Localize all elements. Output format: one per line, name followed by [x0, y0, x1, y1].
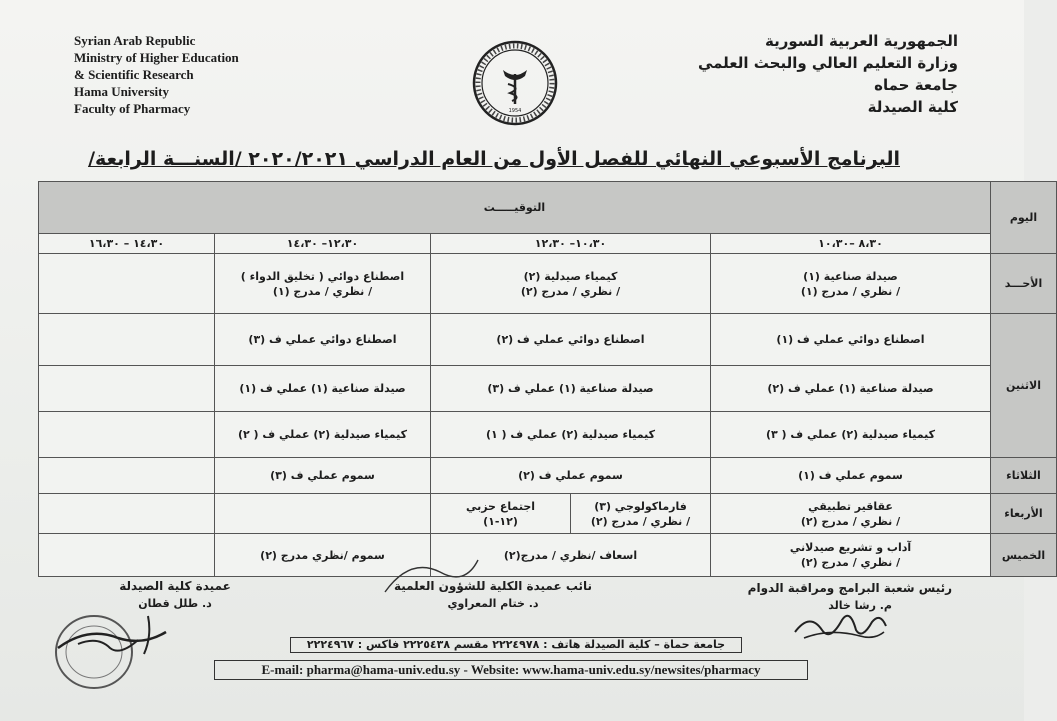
- arabic-header: [678, 30, 958, 118]
- day-thursday: الخميس: [991, 534, 1057, 577]
- schedule-cell: اسعاف /نظري / مدرج(٢): [431, 534, 711, 577]
- signature-name: د. ختام المعراوي: [447, 597, 539, 610]
- day-monday: الاثنين: [991, 314, 1057, 458]
- signature-scribble-icon: [790, 602, 890, 646]
- header-ar-line: وزارة التعليم العالي والبحث العلمي: [697, 54, 958, 72]
- course-name: صيدلة صناعية (١): [803, 269, 898, 283]
- course-name: اصطناع دوائي ( تخليق الدواء ): [240, 269, 405, 283]
- split-subcell: [571, 494, 710, 533]
- header-ar-line: جامعة حماه: [874, 76, 958, 94]
- schedule-cell: [215, 254, 431, 314]
- course-name: آداب و تشريع صيدلاني: [789, 541, 912, 554]
- schedule-cell: سموم عملي ف (٢): [431, 458, 711, 494]
- schedule-cell: اصطناع دوائي عملي ف (١): [711, 314, 991, 366]
- course-location: / نظري / مدرج (٢): [800, 514, 901, 528]
- english-header: [74, 32, 304, 117]
- signature-title: رئيس شعبة البرامج ومراقبة الدوام: [747, 581, 952, 595]
- course-name: فارماكولوجي (٣): [594, 499, 687, 513]
- signature-scribble-icon: [380, 552, 480, 602]
- schedule-cell: صيدلة صناعية (١) عملي ف (٢): [711, 366, 991, 412]
- signature-name: م. رشا خالد: [828, 599, 892, 612]
- timing-header: التوقيـــــت: [39, 182, 991, 234]
- schedule-cell-empty: [39, 534, 215, 577]
- time-slot-header: ١٤،٣٠ – ١٦،٣٠: [39, 234, 215, 254]
- schedule-cell: [711, 534, 991, 577]
- schedule-cell: سموم /نظري مدرج (٢): [215, 534, 431, 577]
- schedule-cell: كيمياء صيدلية (٢) عملي ف ( ٣): [711, 412, 991, 458]
- schedule-cell: سموم عملي ف (٣): [215, 458, 431, 494]
- schedule-cell-empty: [39, 314, 215, 366]
- time-slot-header: ١٠،٣٠– ١٢،٣٠: [431, 234, 711, 254]
- document-title: البرنامج الأسبوعي النهائي للفصل الأول من العام الدراسي ٢٠٢٠/٢٠٢١ /السنـــة الرابعة/: [88, 148, 900, 170]
- day-column-header: اليوم: [991, 182, 1057, 254]
- seal-year: 1954: [508, 108, 522, 114]
- schedule-cell-empty: [39, 494, 215, 534]
- schedule-cell-empty: [39, 254, 215, 314]
- header-en-line: Syrian Arab Republic: [74, 33, 196, 48]
- signature-title: نائب عميدة الكلية للشؤون العلمية: [393, 579, 593, 593]
- contact-info: جامعة حماة – كلية الصيدلة هاتف : ٢٢٢٤٩٧٨ مقسم ٢٢٢٥٤٣٨ فاكس : ٢٢٢٤٩٦٧: [290, 637, 742, 653]
- schedule-cell: [711, 494, 991, 534]
- schedule-cell: [711, 254, 991, 314]
- time-slot-header: ١٢،٣٠– ١٤،٣٠: [215, 234, 431, 254]
- course-location: / نظري / مدرج (٢): [590, 514, 691, 528]
- university-seal-logo: [472, 40, 558, 126]
- meeting-name: اجتماع حزبي: [465, 499, 536, 513]
- schedule-cell: [431, 254, 711, 314]
- schedule-cell-empty: [39, 366, 215, 412]
- course-location: / نظري / مدرج (١): [800, 284, 901, 298]
- signature-title: عميدة كلية الصيدلة: [119, 579, 231, 593]
- header-en-line: Ministry of Higher Education: [74, 50, 239, 65]
- day-tuesday: الثلاثاء: [991, 458, 1057, 494]
- schedule-cell: صيدلة صناعية (١) عملي ف (٣): [431, 366, 711, 412]
- course-location: / نظري / مدرج (٢): [520, 284, 621, 298]
- course-name: كيمياء صيدلية (٢): [523, 269, 618, 283]
- signature-name: د. طلل قطان: [138, 597, 212, 610]
- course-name: عقاقير تطبيقي: [808, 499, 893, 513]
- schedule-cell-empty: [215, 494, 431, 534]
- split-subcell: [431, 494, 571, 533]
- day-wednesday: الأربعاء: [991, 494, 1057, 534]
- schedule-cell-empty: [39, 458, 215, 494]
- day-sunday: الأحـــد: [991, 254, 1057, 314]
- course-location: / نظري / مدرج (٢): [800, 556, 901, 569]
- header-ar-line: كلية الصيدلة: [867, 98, 958, 116]
- schedule-cell: صيدلة صناعية (١) عملي ف (١): [215, 366, 431, 412]
- header-en-line: Faculty of Pharmacy: [74, 101, 191, 116]
- schedule-cell: سموم عملي ف (١): [711, 458, 991, 494]
- meeting-time: (١٢-١): [483, 514, 518, 528]
- email-website: E-mail: pharma@hama-univ.edu.sy - Website: www.hama-univ.edu.sy/newsites/pharmacy: [214, 660, 808, 680]
- weekly-schedule-table: [38, 181, 1057, 577]
- schedule-cell-empty: [39, 412, 215, 458]
- header-ar-line: الجمهورية العربية السورية: [765, 32, 958, 50]
- schedule-cell: اصطناع دوائي عملي ف (٣): [215, 314, 431, 366]
- time-slot-header: ٨،٣٠ –١٠،٣٠: [711, 234, 991, 254]
- header-en-line: Hama University: [74, 84, 169, 99]
- schedule-cell: كيمياء صيدلية (٢) عملي ف ( ٢): [215, 412, 431, 458]
- course-location: / نظري / مدرج (١): [272, 284, 373, 298]
- schedule-cell: اصطناع دوائي عملي ف (٢): [431, 314, 711, 366]
- faculty-stamp-icon: [48, 596, 168, 696]
- header-en-line: & Scientific Research: [74, 67, 194, 82]
- schedule-cell-split: [431, 494, 711, 534]
- schedule-cell: كيمياء صيدلية (٢) عملي ف ( ١): [431, 412, 711, 458]
